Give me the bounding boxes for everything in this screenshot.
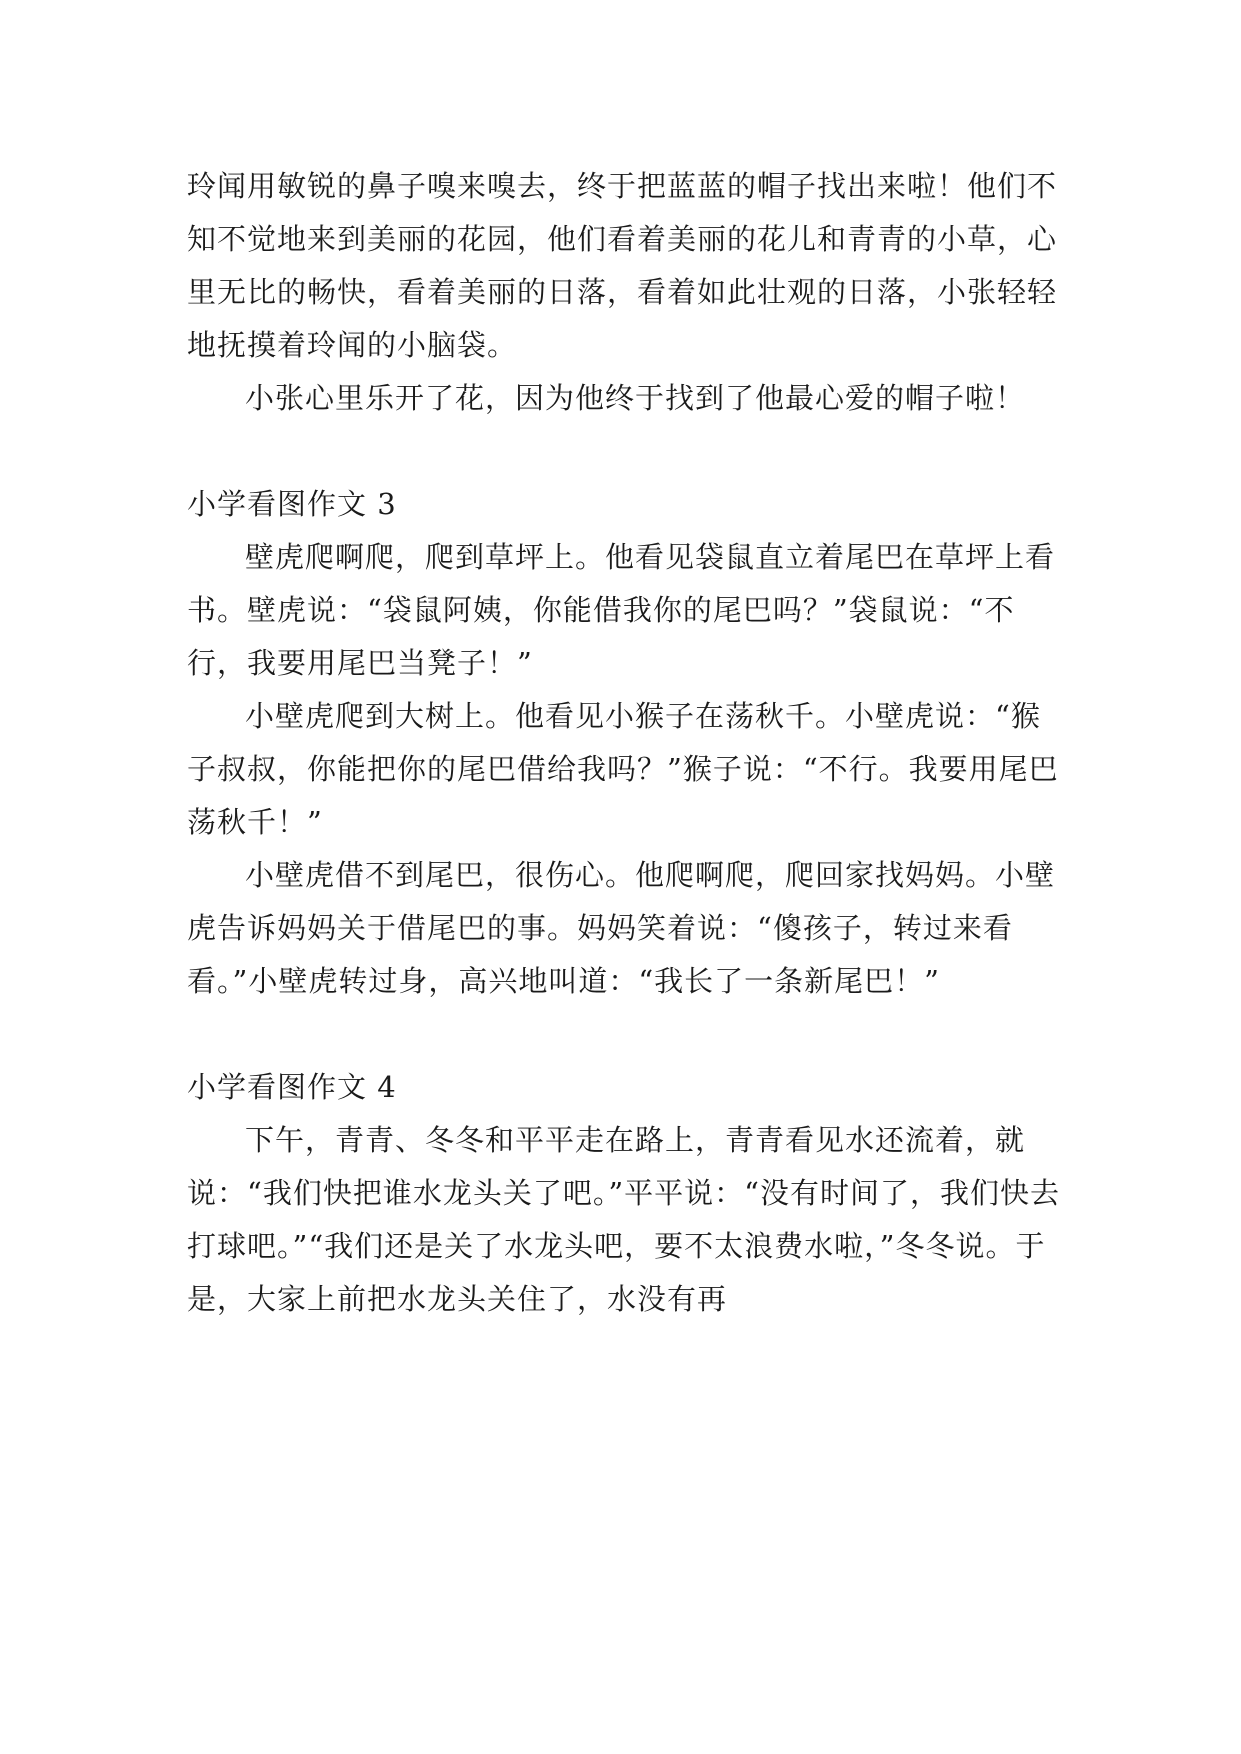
paragraph: 小壁虎爬到大树上。他看见小猴子在荡秋千。小壁虎说：“猴子叔叔，你能把你的尾巴借给我吗？”猴子说：“不行。我要用尾巴荡秋千！” bbox=[187, 699, 1059, 839]
document-body bbox=[187, 160, 1067, 1326]
section-title-3: 小学看图作文 3 bbox=[187, 487, 397, 521]
paragraph: 壁虎爬啊爬，爬到草坪上。他看见袋鼠直立着尾巴在草坪上看书。壁虎说：“袋鼠阿姨，你能借我你的尾巴吗？”袋鼠说：“不行，我要用尾巴当凳子！” bbox=[187, 540, 1056, 680]
paragraph-continued: 玲闻用敏锐的鼻子嗅来嗅去，终于把蓝蓝的帽子找出来啦！他们不知不觉地来到美丽的花园，他们看着美丽的花儿和青青的小草，心里无比的畅快，看着美丽的日落，看着如此壮观的日落，小张轻轻地抚摸着玲闻的小脑袋。 bbox=[187, 169, 1058, 362]
section-title-4: 小学看图作文 4 bbox=[187, 1070, 397, 1104]
paragraph: 小张心里乐开了花，因为他终于找到了他最心爱的帽子啦！ bbox=[245, 381, 1026, 415]
paragraph: 下午，青青、冬冬和平平走在路上，青青看见水还流着，就说：“我们快把谁水龙头关了吧。”平平说：“没有时间了，我们快去打球吧。”“我们还是关了水龙头吧，要不太浪费水啦，”冬冬说。于是，大家上前把水龙头关住了，水没有再 bbox=[187, 1123, 1060, 1316]
paragraph: 小壁虎借不到尾巴，很伤心。他爬啊爬，爬回家找妈妈。小壁虎告诉妈妈关于借尾巴的事。妈妈笑着说：“傻孩子，转过来看看。”小壁虎转过身，高兴地叫道：“我长了一条新尾巴！” bbox=[187, 858, 1056, 998]
section-gap bbox=[187, 1008, 1067, 1061]
section-gap bbox=[187, 425, 1067, 478]
